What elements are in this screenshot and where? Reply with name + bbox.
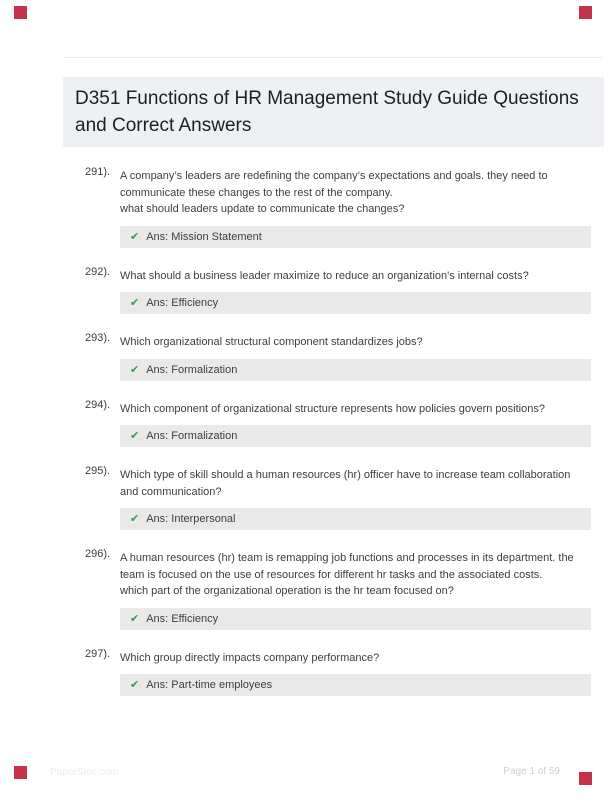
answer-box — [120, 425, 591, 447]
question-number: 294). — [85, 398, 111, 411]
question-number: 297). — [85, 647, 111, 660]
answer-box — [120, 608, 591, 630]
question-item — [85, 550, 597, 630]
corner-mark-bottom-right — [579, 772, 592, 785]
check-icon: ✔ — [130, 430, 140, 442]
answer-text: Ans: Formalization — [146, 363, 238, 376]
check-icon: ✔ — [130, 363, 140, 376]
question-item — [85, 398, 597, 448]
question-text: Which type of skill should a human resources (hr) officer have to increase team collaboration and communication? — [120, 469, 571, 498]
question-body — [120, 268, 597, 315]
question-item — [85, 467, 597, 530]
question-item — [85, 265, 597, 315]
check-icon: ✔ — [130, 513, 140, 525]
check-icon: ✔ — [130, 679, 140, 691]
answer-box — [120, 359, 591, 381]
corner-mark-top-right — [579, 6, 592, 19]
question-text: Which component of organizational structure represents how policies govern positions? — [120, 402, 545, 415]
answer-text: Ans: Mission Statement — [146, 230, 262, 243]
answer-text: Ans: Part-time employees — [146, 679, 273, 691]
question-text: Which organizational structural component standardizes jobs? — [120, 336, 423, 348]
answer-text: Ans: Formalization — [146, 430, 238, 442]
question-body — [120, 168, 597, 248]
corner-mark-top-left — [14, 6, 27, 19]
question-item — [85, 168, 597, 248]
check-icon: ✔ — [130, 297, 140, 309]
check-icon: ✔ — [130, 612, 140, 625]
question-number: 296). — [85, 548, 111, 560]
answer-box — [120, 292, 591, 314]
check-icon: ✔ — [130, 230, 140, 243]
corner-mark-bottom-left — [14, 766, 27, 779]
question-body — [120, 334, 597, 381]
answer-box — [120, 674, 591, 696]
answer-text: Ans: Efficiency — [146, 297, 219, 309]
footer-watermark: PaperStoc.com — [50, 767, 119, 778]
page-indicator: Page 1 of 59 — [503, 766, 560, 777]
top-divider — [65, 57, 602, 58]
title-box — [63, 77, 604, 147]
question-number: 295). — [85, 465, 111, 477]
question-number: 292). — [85, 265, 111, 278]
question-item — [85, 647, 597, 697]
question-body — [120, 401, 597, 448]
answer-box — [120, 508, 591, 530]
question-text: A company’s leaders are redefining the company’s expectations and goals. they need to communicate these changes to the rest of the company. what should leaders update to communicate the changes? — [120, 170, 548, 215]
answer-text: Ans: Efficiency — [146, 612, 219, 625]
question-item — [85, 334, 597, 381]
question-body — [120, 467, 597, 530]
answer-text: Ans: Interpersonal — [146, 513, 236, 525]
question-text: Which group directly impacts company performance? — [120, 651, 380, 664]
question-body — [120, 650, 597, 697]
question-number: 293). — [85, 332, 111, 344]
question-body — [120, 550, 597, 630]
page-title: D351 Functions of HR Management Study Guide Questions and Correct Answers — [75, 88, 579, 136]
questions-list — [85, 168, 597, 716]
question-text: A human resources (hr) team is remapping job functions and processes in its department. the team is focused on the use of resources for different hr tasks and the associated costs. which part of the organizational operation is the hr team focused on? — [120, 552, 574, 597]
answer-box — [120, 226, 591, 248]
question-number: 291). — [85, 166, 111, 178]
question-text: What should a business leader maximize to reduce an organization's internal costs? — [120, 269, 529, 282]
